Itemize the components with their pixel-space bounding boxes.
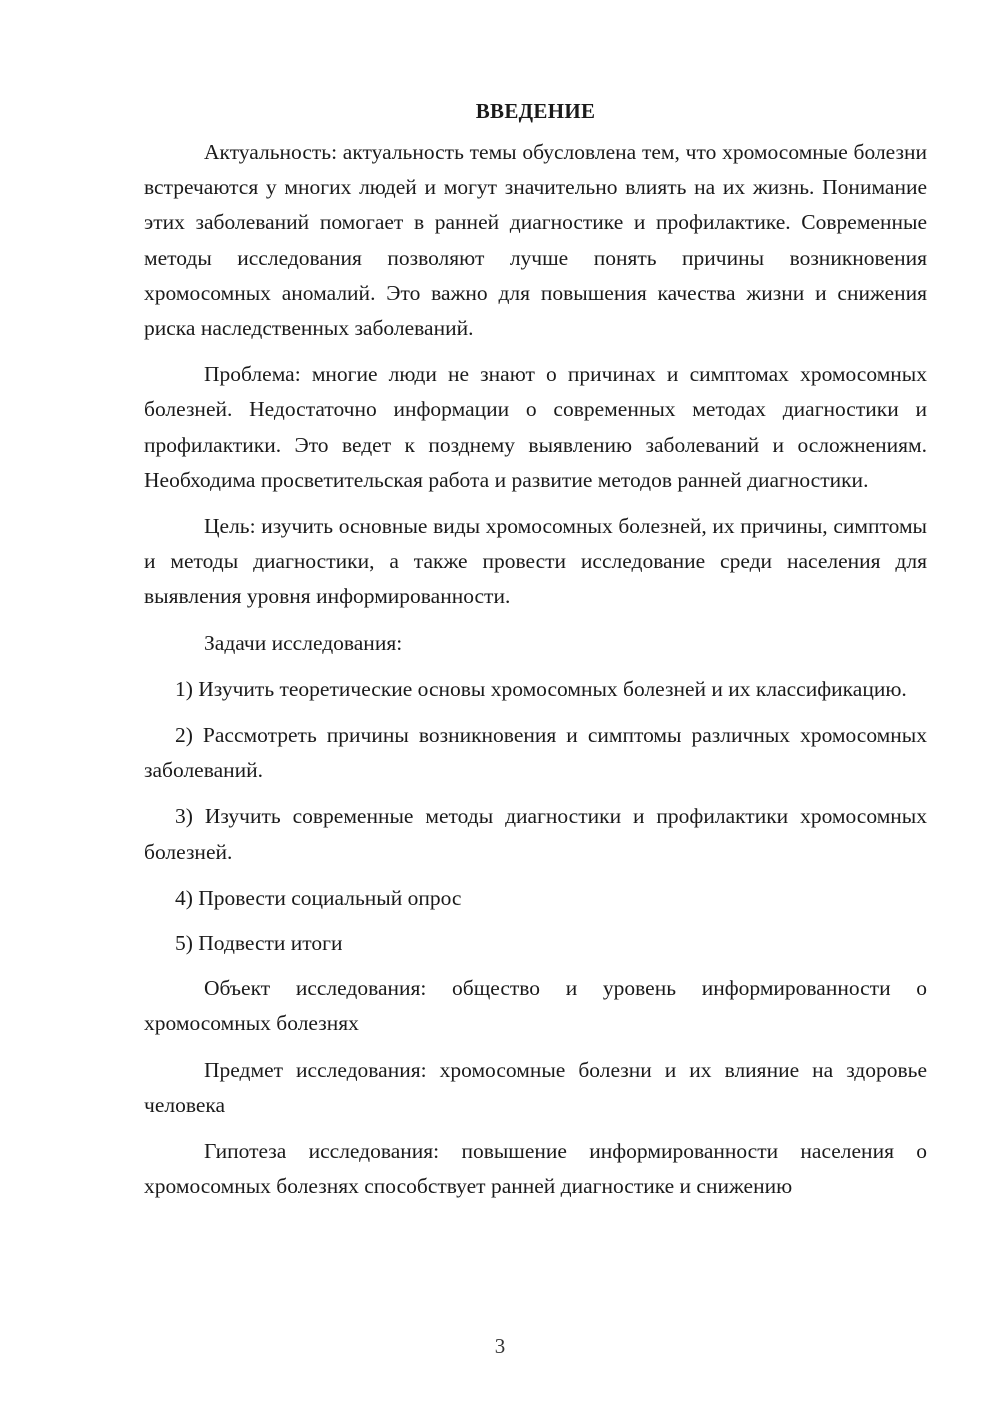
goal-paragraph: Цель: изучить основные виды хромосомных болезней, их причины, симптомы и методы диагностики, а также провести исследование среди населения для выявления уровня информированности. bbox=[144, 514, 927, 609]
hypothesis-paragraph: Гипотеза исследования: повышение информированности населения о хромосомных болезнях способствует ранней диагностике и снижению bbox=[144, 1139, 927, 1199]
page-number: 3 bbox=[494, 1334, 506, 1358]
relevance-paragraph: Актуальность: актуальность темы обусловлена тем, что хромосомные болезни встречаются у многих людей и могут значительно влиять на их жизнь. Понимание этих заболеваний помогает в ранней диагностике и профилактике. Современные методы исследования позволяют лучше понять причины возникновения хромосомных аномалий. Это важно для повышения качества жизни и снижения риска наследственных заболеваний. bbox=[144, 140, 927, 341]
problem-paragraph: Проблема: многие люди не знают о причинах и симптомах хромосомных болезней. Недостаточно информации о современных методах диагностики и профилактики. Это ведет к позднему выявлению заболеваний и осложнениям. Необходима просветительская работа и развитие методов ранней диагностики. bbox=[144, 362, 927, 492]
task-item-1: 1) Изучить теоретические основы хромосомных болезней и их классификацию. bbox=[175, 676, 907, 701]
object-paragraph: Объект исследования: общество и уровень информированности о хромосомных болезнях bbox=[144, 976, 927, 1036]
section-title: ВВЕДЕНИЕ bbox=[475, 99, 596, 123]
subject-paragraph: Предмет исследования: хромосомные болезни и их влияние на здоровье человека bbox=[144, 1057, 927, 1117]
page-content bbox=[144, 94, 927, 1204]
task-item-5: 5) Подвести итоги bbox=[175, 931, 343, 956]
tasks-heading: Задачи исследования: bbox=[204, 630, 403, 655]
task-item-3: 3) Изучить современные методы диагностики и профилактики хромосомных болезней. bbox=[144, 804, 927, 864]
tasks-list bbox=[144, 672, 927, 961]
task-item-2: 2) Рассмотреть причины возникновения и симптомы различных хромосомных заболеваний. bbox=[144, 723, 927, 783]
task-item-4: 4) Провести социальный опрос bbox=[175, 885, 462, 910]
